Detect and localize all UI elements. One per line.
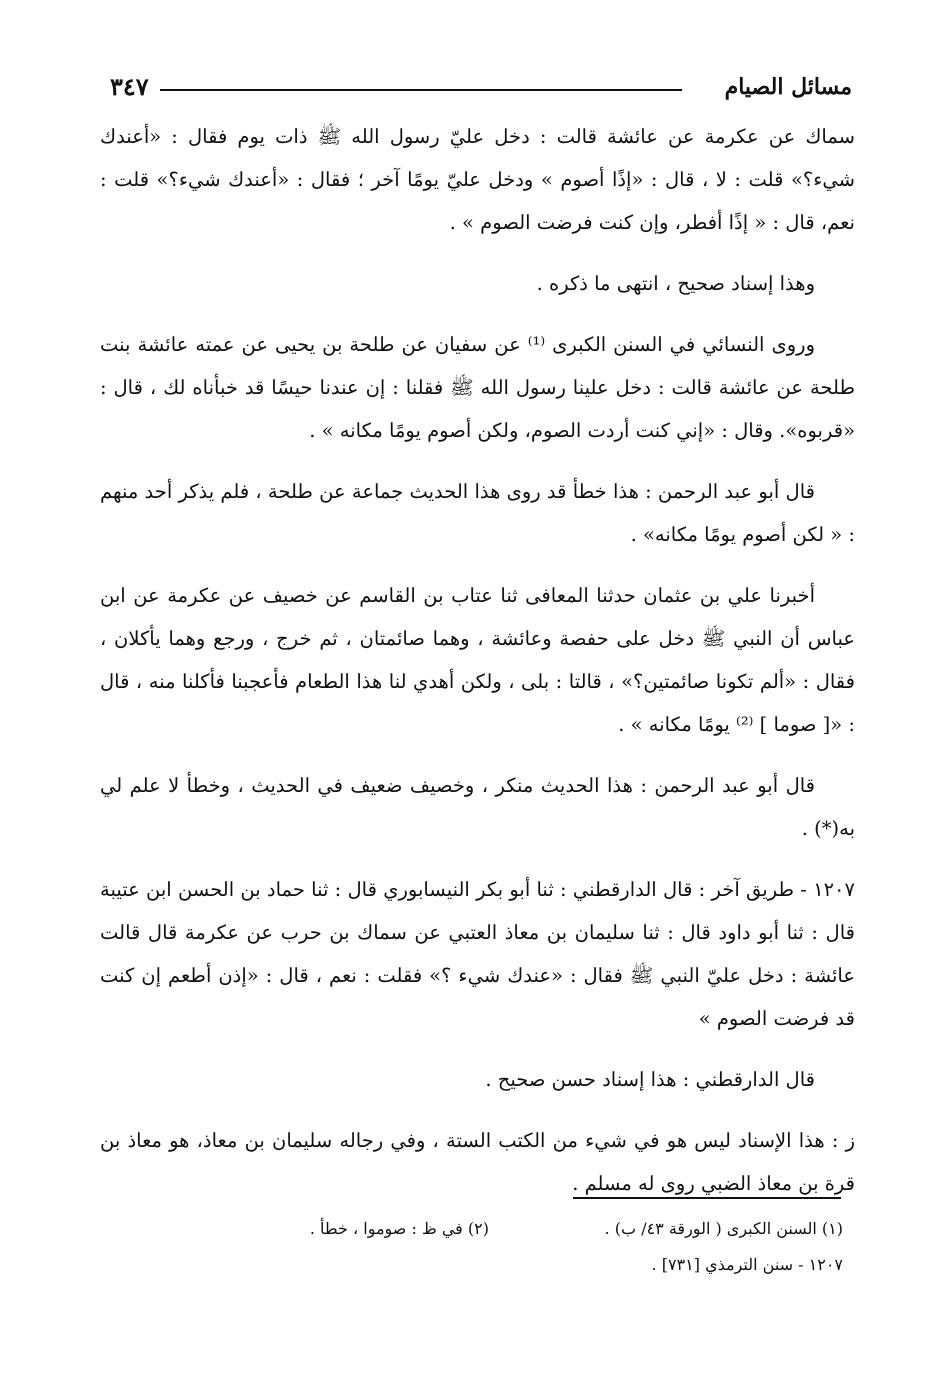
- footnote: ١٢٠٧ - سنن الترمذي [٧٣١] .: [651, 1255, 843, 1274]
- page-number: ٣٤٧: [110, 72, 149, 101]
- paragraph: أخبرنا علي بن عثمان حدثنا المعافى ثنا عتاب بن القاسم عن خصيف عن عكرمة عن ابن عباس أن النبي ﷺ دخل على حفصة وعائشة ، وهما صائمتان ، ثم خرج ، ورجع وهما يأكلان ، فقال : «ألم تكونا صائمتين؟» ، قالتا : بلى ، ولكن أهدي لنا هذا الطعام فأعجبنا فأكلنا منه ، قال : «[ صوما ] ⁽²⁾ يومًا مكانه » .: [100, 584, 855, 736]
- header-rule: [160, 89, 682, 91]
- footnote: (١) السنن الكبرى ( الورقة ٤٣/ ب) .: [604, 1219, 843, 1238]
- paragraph: سماك عن عكرمة عن عائشة قالت : دخل عليّ رسول الله ﷺ ذات يوم فقال : «أعندك شيء؟» قلت : لا ، قال : «إذًا أصوم » ودخل عليّ يومًا آخر ؛ فقال : «أعندك شيء؟» قلت : نعم، قال : « إذًا أفطر، وإن كنت فرضت الصوم » .: [100, 125, 855, 234]
- paragraph: وروى النسائي في السنن الكبرى ⁽¹⁾ عن سفيان عن طلحة بن يحيى عن عمته عائشة بنت طلحة عن عائشة قالت : دخل علينا رسول الله ﷺ فقلنا : إن عندنا حيسًا قد خبأناه لك ، قال : «قربوه». وقال : «إني كنت أردت الصوم، ولكن أصوم يومًا مكانه » .: [100, 333, 855, 442]
- chapter-title: مسائل الصيام: [724, 74, 852, 100]
- running-header: [110, 72, 852, 106]
- paragraph: وهذا إسناد صحيح ، انتهى ما ذكره .: [536, 272, 815, 295]
- footnote: (٢) في ظ : صوموا ، خطأ .: [309, 1219, 489, 1238]
- paragraph: قال أبو عبد الرحمن : هذا الحديث منكر ، وخصيف ضعيف في الحديث ، وخطأ لا علم لي به(*) .: [100, 774, 855, 840]
- page-body: [100, 115, 855, 1223]
- paragraph: ز : هذا الإسناد ليس هو في شيء من الكتب الستة ، وفي رجاله سليمان بن معاذ، هو معاذ بن قرة بن معاذ الضبي روى له مسلم .: [100, 1129, 855, 1195]
- paragraph: قال الدارقطني : هذا إسناد حسن صحيح .: [485, 1068, 815, 1091]
- footnote-rule: [573, 1197, 841, 1199]
- paragraph: ١٢٠٧ - طريق آخر : قال الدارقطني : ثنا أبو بكر النيسابوري قال : ثنا حماد بن الحسن ابن عتيبة قال : ثنا أبو داود قال : ثنا سليمان بن معاذ العتبي عن سماك بن حرب عن عكرمة قال قالت عائشة : دخل عليّ النبي ﷺ فقال : «عندك شيء ؟» فقلت : نعم ، قال : «إذن أطعم إن كنت قد فرضت الصوم »: [100, 878, 855, 1030]
- paragraph: قال أبو عبد الرحمن : هذا خطأ قد روى هذا الحديث جماعة عن طلحة ، فلم يذكر أحد منهم : « لكن أصوم يومًا مكانه» .: [100, 480, 855, 546]
